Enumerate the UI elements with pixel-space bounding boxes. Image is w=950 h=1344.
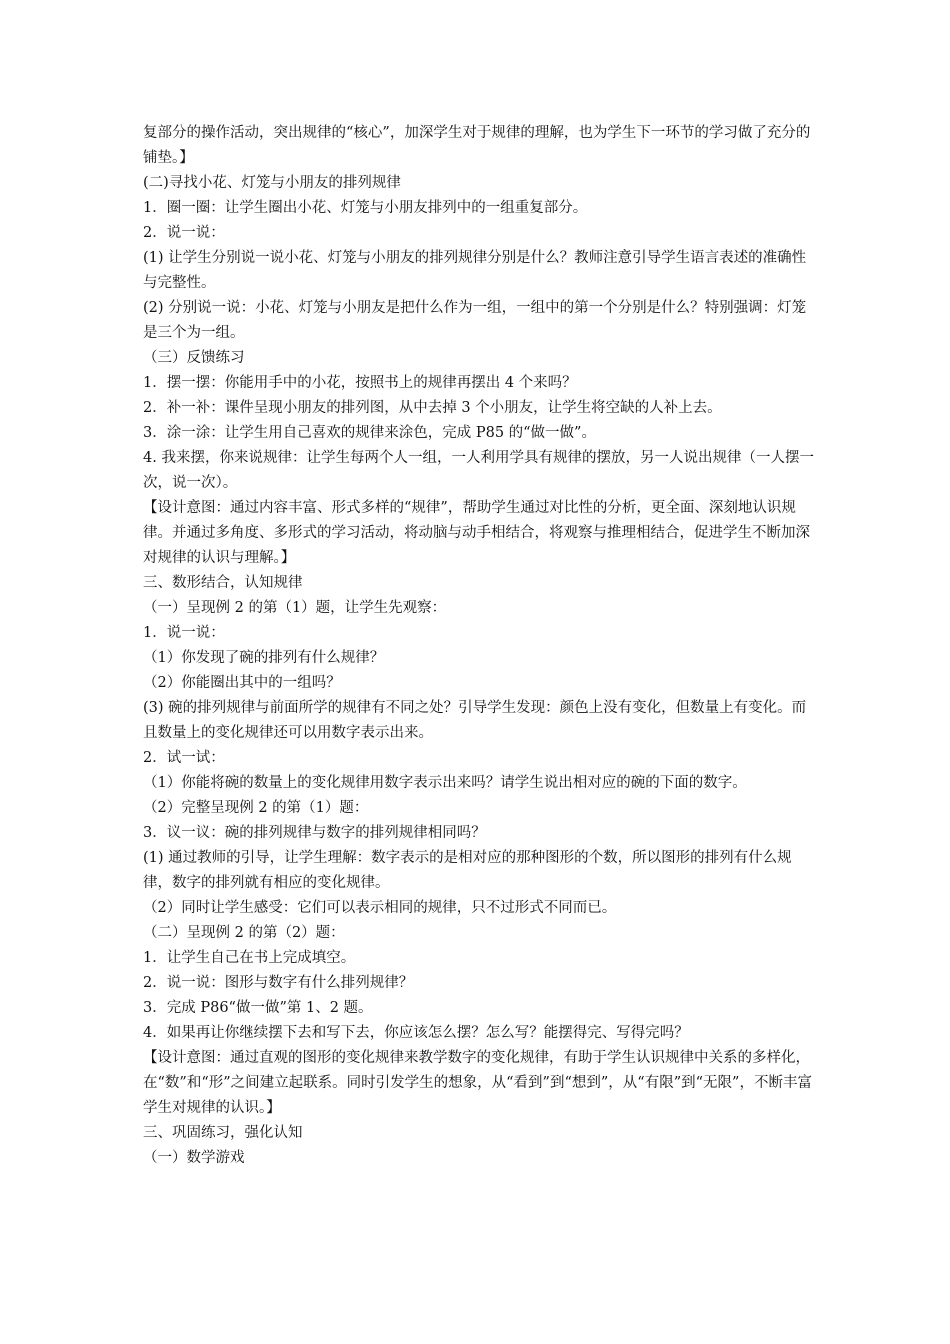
text-line: 2．试一试： [143,750,225,766]
text-line: (1) 让学生分别说一说小花、灯笼与小朋友的排列规律分别是什么？教师注意引导学生语言表述的准确性与完整性。 [143,250,807,291]
design-intent: 【设计意图：通过直观的图形的变化规律来教学数字的变化规律，有助于学生认识规律中关系的多样化，在“数”和“形”之间建立起联系。同时引发学生的想象，从“看到”到“想到”，从“有限”到“无限”，不断丰富学生对规律的认识。】 [143,1050,812,1116]
text-line: 3．议一议：碗的排列规律与数字的排列规律相同吗？ [143,825,486,841]
text-line: 2．说一说：图形与数字有什么排列规律？ [143,975,414,991]
text-line: (3) 碗的排列规律与前面所学的规律有不同之处？引导学生发现：颜色上没有变化，但数量上有变化。而且数量上的变化规律还可以用数字表示出来。 [143,700,807,741]
text-line: （1）你发现了碗的排列有什么规律？ [143,650,385,666]
text-line: 复部分的操作活动，突出规律的“核心”，加深学生对于规律的理解，也为学生下一环节的学习做了充分的铺垫。】 [143,125,811,166]
text-line: 4. 我来摆，你来说规律：让学生每两个人一组，一人利用学具有规律的摆放，另一人说出规律（一人摆一次，说一次）。 [143,450,814,491]
text-line: 1．圈一圈：让学生圈出小花、灯笼与小朋友排列中的一组重复部分。 [143,200,588,216]
text-line: 1．说一说： [143,625,225,641]
text-line: 3．涂一涂：让学生用自己喜欢的规律来涂色，完成 P85 的“做一做”。 [143,425,596,441]
text-line: 1．摆一摆：你能用手中的小花，按照书上的规律再摆出 4 个来吗？ [143,375,577,391]
text-line: 4．如果再让你继续摆下去和写下去，你应该怎么摆？怎么写？能摆得完、写得完吗？ [143,1025,689,1041]
section-heading: 三、巩固练习，强化认知 [143,1125,303,1141]
text-line: （2）完整呈现例 2 的第（1）题： [143,800,369,816]
text-line: 1．让学生自己在书上完成填空。 [143,950,356,966]
text-line: (2) 分别说一说：小花、灯笼与小朋友是把什么作为一组，一组中的第一个分别是什么？特别强调：灯笼是三个为一组。 [143,300,807,341]
text-line: （2）你能圈出其中的一组吗？ [143,675,341,691]
section-heading: （一）数学游戏 [143,1150,245,1166]
document-body [143,121,815,1171]
section-heading: （一）呈现例 2 的第（1）题，让学生先观察： [143,600,447,616]
text-line: （1）你能将碗的数量上的变化规律用数字表示出来吗？请学生说出相对应的碗的下面的数字。 [143,775,747,791]
text-line: （2）同时让学生感受：它们可以表示相同的规律，只不过形式不同而已。 [143,900,617,916]
section-heading: （二）呈现例 2 的第（2）题： [143,925,345,941]
section-heading: (二)寻找小花、灯笼与小朋友的排列规律 [143,175,401,191]
text-line: 2．说一说： [143,225,225,241]
section-heading: 三、数形结合，认知规律 [143,575,303,591]
section-heading: （三）反馈练习 [143,350,245,366]
text-line: 2．补一补：课件呈现小朋友的排列图，从中去掉 3 个小朋友，让学生将空缺的人补上去。 [143,400,722,416]
text-line: (1) 通过教师的引导，让学生理解：数字表示的是相对应的那种图形的个数，所以图形的排列有什么规律，数字的排列就有相应的变化规律。 [143,850,792,891]
design-intent: 【设计意图：通过内容丰富、形式多样的“规律”，帮助学生通过对比性的分析，更全面、深刻地认识规律。并通过多角度、多形式的学习活动，将动脑与动手相结合，将观察与推理相结合，促进学生不断加深对规律的认识与理解。】 [143,500,810,566]
text-line: 3．完成 P86“做一做”第 1、2 题。 [143,1000,373,1016]
